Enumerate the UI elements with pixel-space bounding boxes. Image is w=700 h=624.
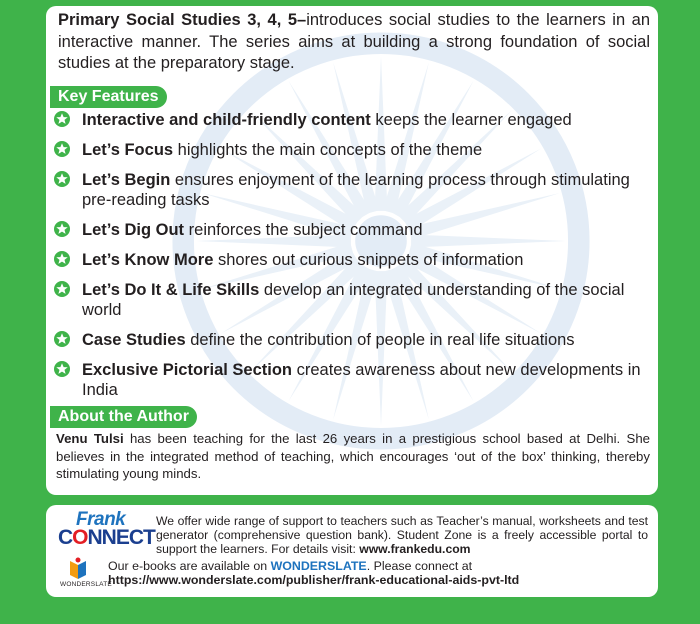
- star-bullet-icon: [54, 111, 70, 127]
- author-paragraph: [56, 430, 650, 483]
- feature-item: [52, 250, 642, 270]
- frankedu-link[interactable]: www.frankedu.com: [359, 542, 471, 556]
- content-card: [46, 6, 658, 495]
- feature-description: shores out curious snippets of information: [213, 251, 524, 269]
- feature-title: Let’s Begin: [82, 171, 171, 189]
- ebook-text: [108, 559, 648, 587]
- footer-card: [46, 505, 658, 597]
- feature-title: Let’s Do It & Life Skills: [82, 281, 260, 299]
- intro-paragraph: [58, 10, 650, 75]
- star-bullet-icon: [54, 251, 70, 267]
- feature-title: Case Studies: [82, 331, 186, 349]
- ebook-text-pre: Our e-books are available on: [108, 559, 271, 573]
- ebook-text-post: . Please connect at: [366, 559, 473, 573]
- author-name: Venu Tulsi: [56, 431, 124, 446]
- feature-description: ensures enjoyment of the learning process through stimulating pre-reading tasks: [82, 171, 630, 209]
- star-bullet-icon: [54, 331, 70, 347]
- star-bullet-icon: [54, 281, 70, 297]
- frank-logo-word: Frank: [76, 509, 126, 530]
- star-bullet-icon: [54, 221, 70, 237]
- feature-title: Exclusive Pictorial Section: [82, 361, 293, 379]
- feature-item: [52, 330, 642, 350]
- feature-item: [52, 220, 642, 240]
- feature-description: define the contribution of people in real life situations: [185, 331, 575, 349]
- feature-description: highlights the main concepts of the theme: [173, 141, 483, 159]
- star-bullet-icon: [54, 141, 70, 157]
- feature-description: develop an integrated understanding of the social world: [82, 281, 625, 319]
- feature-item: [52, 280, 642, 320]
- feature-item: [52, 110, 642, 130]
- author-bio: has been teaching for the last 26 years in a prestigious school based at Delhi. She believes in the integrated method of teaching, which encourages ‘out of the box’ thinking, thereby stimulating young minds.: [56, 431, 650, 481]
- ebook-brand: WONDERSLATE: [270, 559, 367, 573]
- feature-title: Interactive and child-friendly content: [82, 111, 371, 129]
- feature-description: keeps the learner engaged: [370, 111, 572, 129]
- feature-description: reinforces the subject command: [184, 221, 423, 239]
- support-text: [156, 514, 648, 556]
- key-features-heading: Key Features: [50, 86, 167, 108]
- support-description: We offer wide range of support to teachers such as Teacher’s manual, worksheets and test generator (comprehensive question bank). Student Zone is a freely accessible portal to support the learners. For details visit:: [156, 514, 648, 556]
- feature-item: [52, 170, 642, 210]
- wonderslate-logo-label: WONDERSLATE: [60, 581, 112, 588]
- wonderslate-icon: [68, 557, 88, 581]
- frank-connect-logo: [54, 511, 154, 551]
- feature-title: Let’s Dig Out: [82, 221, 185, 239]
- feature-title: Let’s Focus: [82, 141, 174, 159]
- feature-item: [52, 140, 642, 160]
- feature-list: [52, 110, 642, 410]
- feature-item: [52, 360, 642, 400]
- feature-title: Let’s Know More: [82, 251, 214, 269]
- star-bullet-icon: [54, 361, 70, 377]
- about-author-heading: About the Author: [50, 406, 197, 428]
- connect-logo-word: CONNECT: [58, 526, 155, 549]
- wonderslate-logo: [60, 557, 112, 593]
- feature-description: creates awareness about new developments in India: [82, 361, 641, 399]
- series-title: Primary Social Studies 3, 4, 5–: [58, 11, 307, 29]
- star-bullet-icon: [54, 171, 70, 187]
- intro-text: introduces social studies to the learners in an interactive manner. The series aims at building a strong foundation of social studies at the preparatory stage.: [58, 11, 650, 72]
- wonderslate-link[interactable]: https://www.wonderslate.com/publisher/frank-educational-aids-pvt-ltd: [108, 573, 520, 587]
